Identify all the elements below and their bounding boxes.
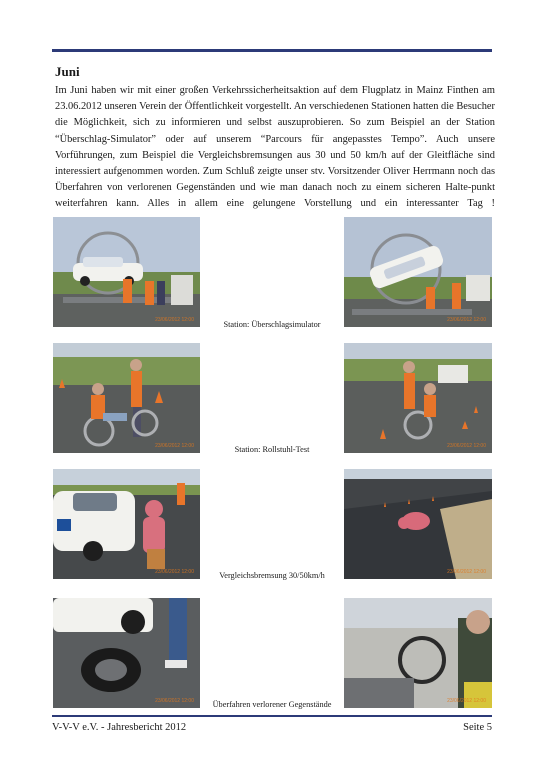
photo-date-stamp: 23/06/2012 12:00 xyxy=(155,443,194,449)
photo-lost-objects-left xyxy=(53,598,200,708)
caption-wheelchair-test: Station: Rollstuhl-Test xyxy=(234,445,310,454)
photo-date-stamp: 23/06/2012 12:00 xyxy=(155,569,194,575)
photo-wheelchair-test-right xyxy=(344,343,492,453)
caption-rollover-simulator: Station: Überschlagsimulator xyxy=(223,320,321,329)
footer-title: V-V-V e.V. - Jahresbericht 2012 xyxy=(52,722,187,733)
photo-comparison-braking-right xyxy=(344,469,492,579)
photo-rollover-simulator-right xyxy=(344,217,492,327)
photo-wheelchair-test-left xyxy=(53,343,200,453)
photo-date-stamp: 23/06/2012 12:00 xyxy=(155,317,194,323)
photo-comparison-braking-left xyxy=(53,469,200,579)
photo-date-stamp: 23/06/2012 12:00 xyxy=(447,443,486,449)
photo-rollover-simulator-left xyxy=(53,217,200,327)
photo-date-stamp: 23/06/2012 12:00 xyxy=(155,698,194,704)
header-rule xyxy=(52,49,492,52)
section-paragraph: Im Juni haben wir mit einer großen Verkehrssicherheitsaktion auf dem Flugplatz in Mainz Finthen am 23.06.2012 unseren Verein der Öffentlichkeit vorgestellt. An verschiedenen Stationen hatten die Besucher die Möglichkeit, sich zu informieren und selbst auszuprobieren. So zum Beispiel an der Station “Überschlag-Simulator” oder auf unserem “Parcours für angepasstes Tempo”. Auch unsere Vorführungen, zum Beispiel die Vergleichsbremsungen aus 30 und 50 km/h auf der Gleitfläche sind interessiert aufgenommen worden. Zum Schluß zeigte unser stv. Vorsitzender Oliver Herrmann noch das Überfahren von verlorenen Gegenständen und wie man danach noch zu einem sicheren Halte-punkt weiterfahren kann. Alles in allem eine gelungene Vorstellung und ein interessanter Tag ! xyxy=(55,85,495,210)
section-heading: Juni xyxy=(55,64,80,79)
photo-date-stamp: 23/06/2012 12:00 xyxy=(447,569,486,575)
footer-rule xyxy=(52,715,492,717)
page-number: Seite 5 xyxy=(463,722,492,733)
caption-lost-objects: Überfahren verlorener Gegenstände xyxy=(212,700,332,709)
caption-comparison-braking: Vergleichsbremsung 30/50km/h xyxy=(219,571,325,580)
photo-date-stamp: 23/06/2012 12:00 xyxy=(447,698,486,704)
photo-lost-objects-right xyxy=(344,598,492,708)
photo-date-stamp: 23/06/2012 12:00 xyxy=(447,317,486,323)
